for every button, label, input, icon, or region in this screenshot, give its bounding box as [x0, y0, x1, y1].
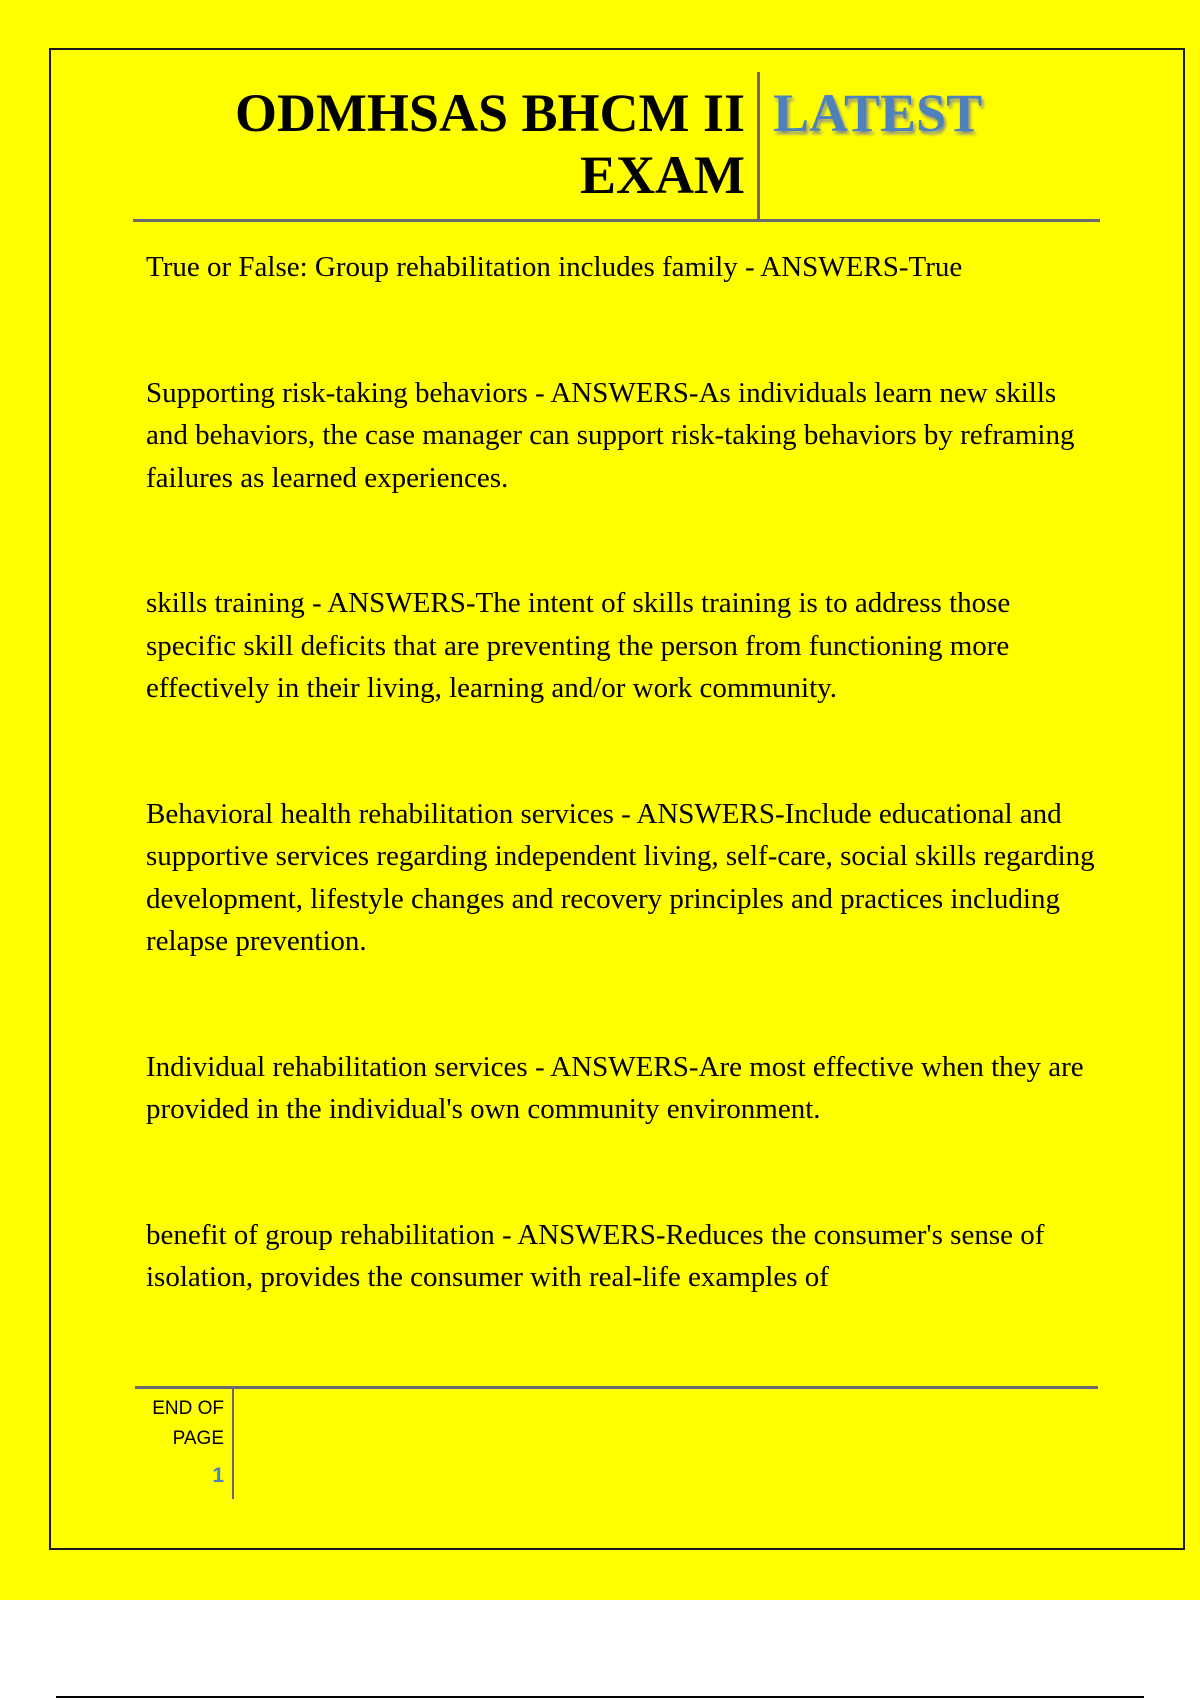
title-line-1: ODMHSAS BHCM II [234, 83, 745, 143]
header-divider [757, 72, 760, 220]
qa-entry: Individual rehabilitation services - ANSWERS-Are most effective when they are provided in the individual's own community environment. [146, 1050, 1084, 1125]
footer-label-line-2: PAGE [172, 1428, 224, 1449]
qa-entry: skills training - ANSWERS-The intent of skills training is to address those specific skill deficits that are preventing the person from functioning more effectively in their living, learning and/or work community. [146, 587, 1011, 704]
header-rule [133, 219, 1100, 222]
footer-rule [135, 1386, 1098, 1389]
bottom-rule [56, 1696, 1144, 1698]
footer-label [130, 1394, 224, 1454]
footer-label-line-1: END OF [152, 1398, 224, 1419]
qa-content [146, 246, 1096, 1346]
qa-entry: Supporting risk-taking behaviors - ANSWERS-As individuals learn new skills and behaviors, the case manager can support risk-taking behaviors by reframing failures as learned experiences. [146, 376, 1075, 494]
document-header [133, 72, 1100, 220]
document-title [133, 82, 745, 206]
qa-entry: True or False: Group rehabilitation includes family - ANSWERS-True [146, 251, 963, 283]
page-number: 1 [212, 1464, 224, 1487]
title-line-2: EXAM [580, 145, 745, 205]
title-accent: LATEST [773, 83, 983, 143]
footer-divider [232, 1389, 234, 1499]
qa-entry: benefit of group rehabilitation - ANSWERS-Reduces the consumer's sense of isolation, provides the consumer with real-life examples of [146, 1218, 1045, 1293]
qa-entry: Behavioral health rehabilitation services - ANSWERS-Include educational and supportive services regarding independent living, self-care, social skills regarding development, lifestyle changes and recovery principles and practices including relapse prevention. [146, 797, 1095, 957]
